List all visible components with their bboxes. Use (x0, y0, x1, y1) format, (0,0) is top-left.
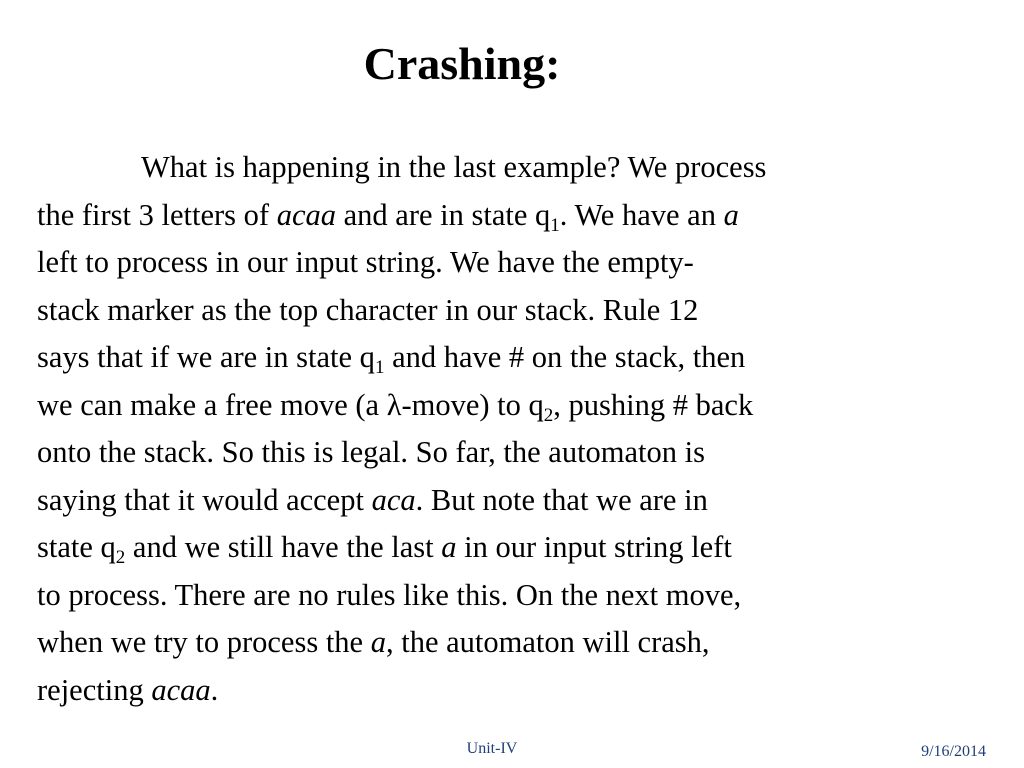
text-run: stack marker as the top character in our stack. Rule 12 (37, 292, 699, 327)
text-run: , the automaton will crash, (385, 625, 710, 659)
paragraph-line (37, 192, 987, 240)
paragraph-line (37, 477, 987, 525)
state-subscript: 2 (115, 547, 126, 568)
paragraph-line (37, 382, 987, 430)
text-run: state q (37, 530, 116, 564)
paragraph-line (37, 144, 987, 192)
paragraph-line (37, 524, 987, 572)
text-run: we can make a free move (a λ-move) to q (37, 387, 544, 422)
text-run: in our input string left (456, 530, 732, 564)
italic-term: a (441, 530, 457, 564)
paragraph-line (37, 429, 987, 477)
italic-term: acaa (276, 197, 336, 232)
text-run: , pushing # back (553, 387, 754, 422)
paragraph-line (37, 619, 987, 667)
text-run: . But note that we are in (415, 482, 708, 517)
footer-date: 9/16/2014 (921, 743, 986, 760)
italic-term: aca (371, 482, 416, 517)
text-run: onto the stack. So this is legal. So far, the automaton is (37, 435, 705, 469)
slide-title: Crashing: (363, 38, 561, 89)
paragraph-line (37, 239, 987, 287)
state-subscript: 1 (374, 357, 385, 378)
paragraph-line (37, 572, 987, 620)
footer-unit-label: Unit-IV (466, 740, 518, 757)
text-run: and are in state q (336, 197, 551, 232)
italic-term: acaa (151, 672, 211, 707)
text-run: the first 3 letters of (37, 197, 277, 232)
text-run: . (210, 672, 219, 707)
paragraph-line (37, 334, 987, 382)
state-subscript: 2 (543, 404, 554, 426)
text-run: left to process in our input string. We have the empty- (37, 245, 694, 279)
text-run: and have # on the stack, then (384, 340, 746, 374)
text-run: . We have an (559, 197, 724, 232)
italic-term: a (370, 625, 386, 659)
paragraph-line (37, 667, 987, 715)
text-run: What is happening in the last example? We process (141, 150, 767, 184)
text-run: to process. There are no rules like this. On the next move, (37, 577, 742, 612)
text-run: when we try to process the (37, 625, 371, 659)
italic-term: a (723, 197, 739, 232)
paragraph-line (37, 287, 987, 335)
slide-body-paragraph (37, 144, 987, 714)
state-subscript: 1 (550, 214, 560, 236)
text-run: saying that it would accept (37, 482, 372, 517)
text-run: rejecting (37, 672, 152, 707)
text-run: and we still have the last (125, 530, 442, 564)
text-run: says that if we are in state q (37, 340, 375, 374)
